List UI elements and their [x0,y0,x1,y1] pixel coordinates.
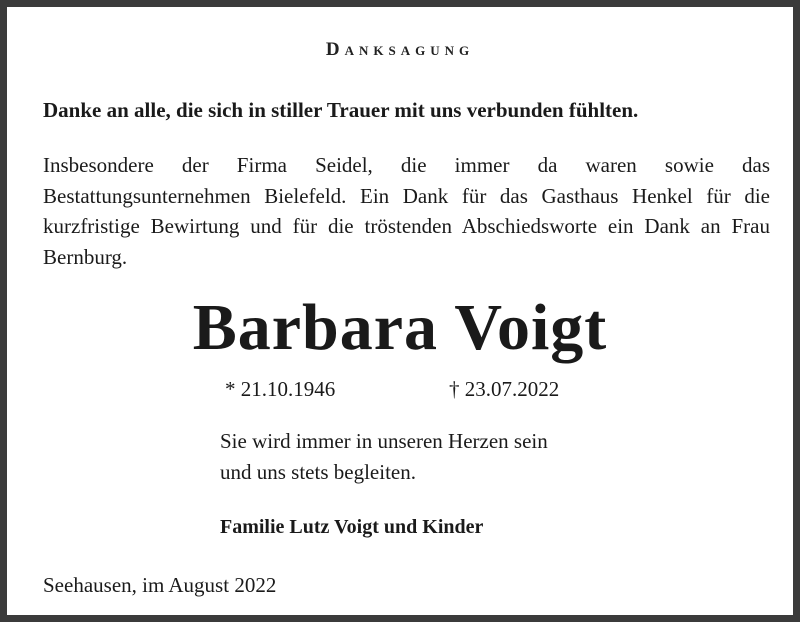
family-signature: Familie Lutz Voigt und Kinder [220,516,484,538]
death-date: † 23.07.2022 [449,377,560,401]
acknowledgement-paragraph: Insbesondere der Firma Seidel, die immer da waren sowie das Bestattungsunternehmen Bielefeld. Ein Dank für das Gasthaus Henkel für die kurzfristige Bewirtung und für die tröstenden Abschiedsworte ein Dank an Frau Bernburg. [43,153,770,269]
memorial-verse [220,426,680,487]
notice-heading: Danksagung [325,39,475,60]
birth-date: * 21.10.1946 [225,377,336,401]
verse-line: Sie wird immer in unseren Herzen sein [220,429,548,453]
verse-line: und uns stets begleiten. [220,459,416,484]
deceased-name: Barbara Voigt [192,291,608,364]
life-dates [7,374,793,404]
place-and-date: Seehausen, im August 2022 [43,573,277,597]
thanks-line: Danke an alle, die sich in stiller Trauer mit uns verbunden fühlten. [43,98,639,122]
